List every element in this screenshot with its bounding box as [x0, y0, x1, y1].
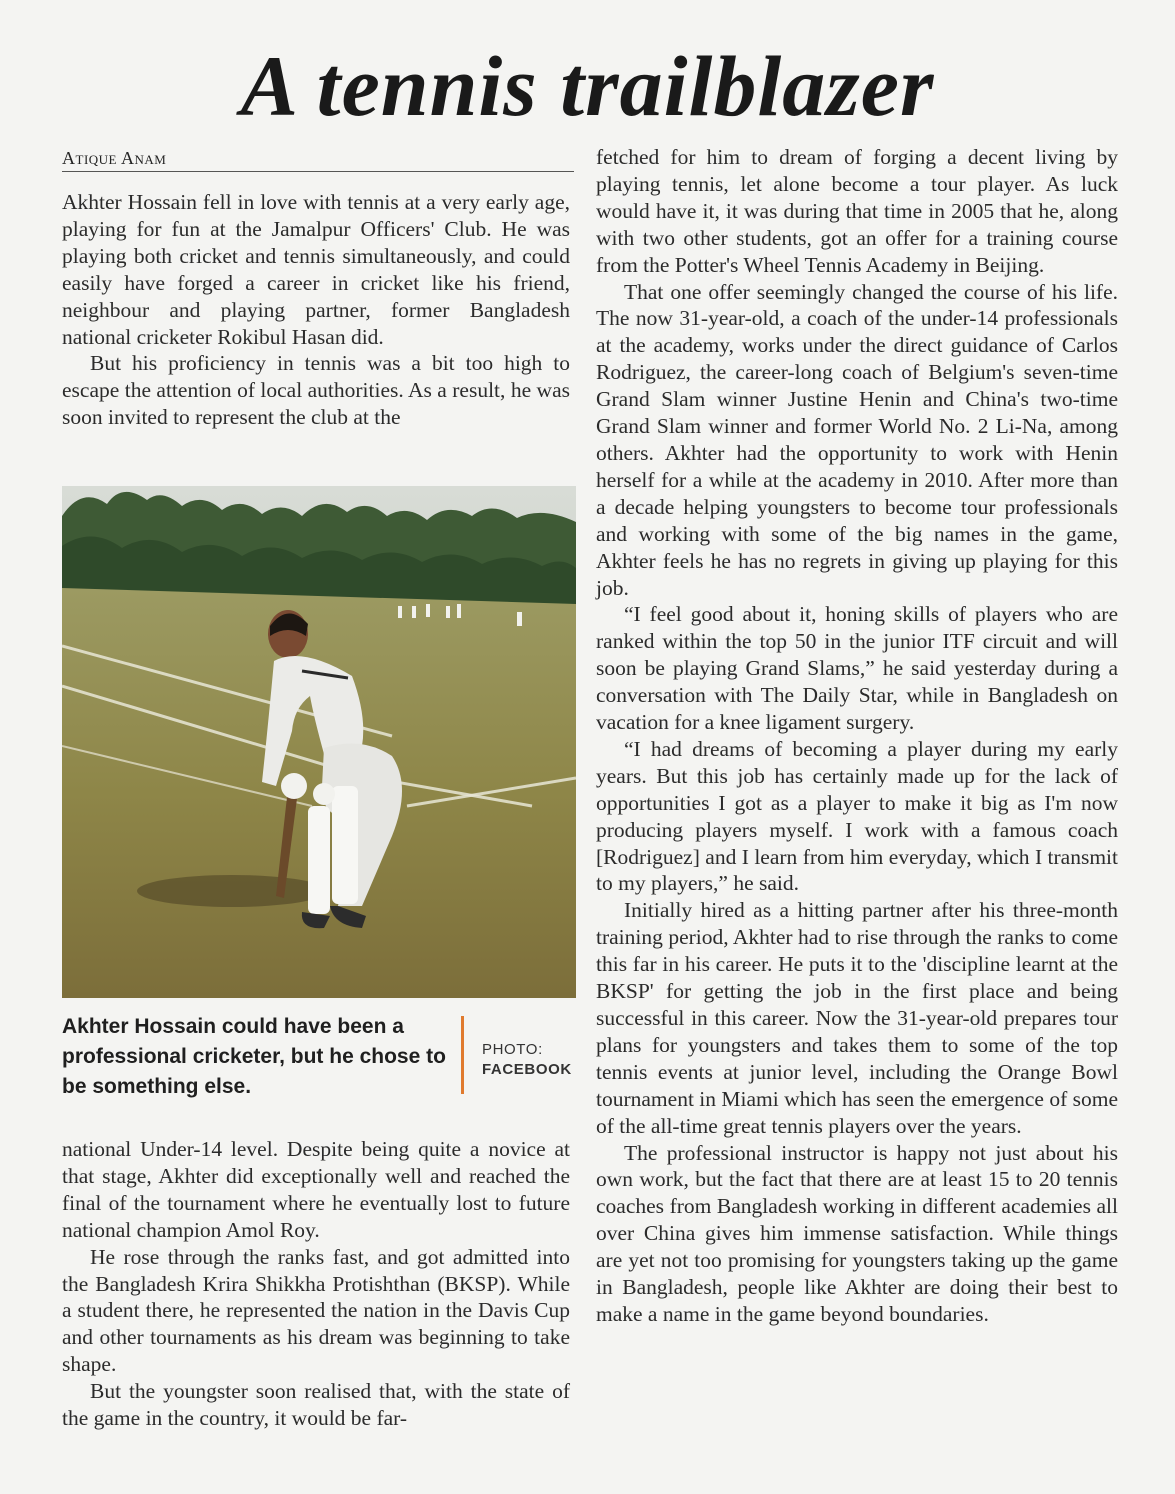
article-photo	[62, 486, 576, 998]
photo-credit-label: PHOTO:	[482, 1041, 543, 1058]
paragraph: “I had dreams of becoming a player during my early years. But this job has certainly made up for the lack of opportunities I got as a player to make it big as I'm now producing players myself. I work with a famous coach [Rodriguez] and I learn from him everyday, which I transmit to my players,” he said.	[596, 736, 1118, 896]
paragraph: Initially hired as a hitting partner after his three-month training period, Akhter had to rise through the ranks to come this far in his career. He puts it to the 'discipline learnt at the BKSP' for getting the job in the first place and being successful in this career. Now the 31-year-old prepares tour plans for youngsters and takes them to some of the top tennis events at junior level, including the Orange Bowl tournament in Miami which has seen the emergence of some of the all-time great tennis players over the years.	[596, 898, 1119, 1138]
paragraph: Akhter Hossain fell in love with tennis at a very early age, playing for fun at the Jamalpur Officers' Club. He was playing both cricket and tennis simultaneously, and could easily have forged a career in cricket like his friend, neighbour and playing partner, former Bangladesh national cricketer Rokibul Hasan did.	[62, 190, 570, 349]
article-column-1-bottom	[62, 1136, 570, 1432]
paragraph: But the youngster soon realised that, with the state of the game in the country, it would be far-	[62, 1379, 570, 1431]
photo-credit-source: FACEBOOK	[482, 1061, 572, 1078]
photo-caption: Akhter Hossain could have been a professional cricketer, but he chose to be something else.	[62, 1015, 446, 1098]
article-column-1-top	[62, 189, 570, 431]
paragraph: But his proficiency in tennis was a bit too high to escape the attention of local authorities. As a result, he was soon invited to represent the club at the	[62, 351, 570, 430]
paragraph: That one offer seemingly changed the course of his life. The now 31-year-old, a coach of the under-14 professionals at the academy, works under the direct guidance of Carlos Rodriguez, the career-long coach of Belgium's seven-time Grand Slam winner Justine Henin and China's two-time Grand Slam winner and former World No. 2 Li-Na, among others. Akhter had the opportunity to work with Henin herself for a while at the academy in 2010. After more than a decade helping youngsters to become tour professionals and working with some of the big names in the game, Akhter feels he has no regrets in giving up playing for this job.	[596, 279, 1118, 600]
photo-credit	[482, 1040, 572, 1080]
paragraph: He rose through the ranks fast, and got admitted into the Bangladesh Krira Shikkha Protishthan (BKSP). While a student there, he represented the nation in the Davis Cup and other tournaments as his dream was beginning to take shape.	[62, 1244, 570, 1377]
paragraph: national Under-14 level. Despite being quite a novice at that stage, Akhter did exceptionally well and reached the final of the tournament where he eventually lost to future national champion Amol Roy.	[62, 1137, 570, 1242]
cricket-field-illustration	[62, 486, 576, 998]
byline: Atique Anam	[62, 148, 574, 172]
article-column-2	[596, 144, 1118, 1328]
paragraph: “I feel good about it, honing skills of players who are ranked within the top 50 in the junior ITF circuit and will soon be playing Grand Slams,” he said yesterday during a conversation with The Daily Star, while in Bangladesh on vacation for a knee ligament surgery.	[596, 602, 1118, 735]
paragraph: fetched for him to dream of forging a decent living by playing tennis, let alone become a tour player. As luck would have it, it was during that time in 2005 that he, along with two other students, got an offer for a training course from the Potter's Wheel Tennis Academy in Beijing.	[596, 145, 1118, 277]
headline: A tennis trailblazer	[240, 38, 935, 134]
paragraph: The professional instructor is happy not just about his own work, but the fact that there are at least 15 to 20 tennis coaches from Bangladesh working in different academies all over China gives him immense satisfaction. While things are yet not too promising for youngsters taking up the game in Bangladesh, people like Akhter are doing their best to make a name in the game beyond boundaries.	[596, 1140, 1118, 1326]
caption-divider	[461, 1016, 464, 1094]
